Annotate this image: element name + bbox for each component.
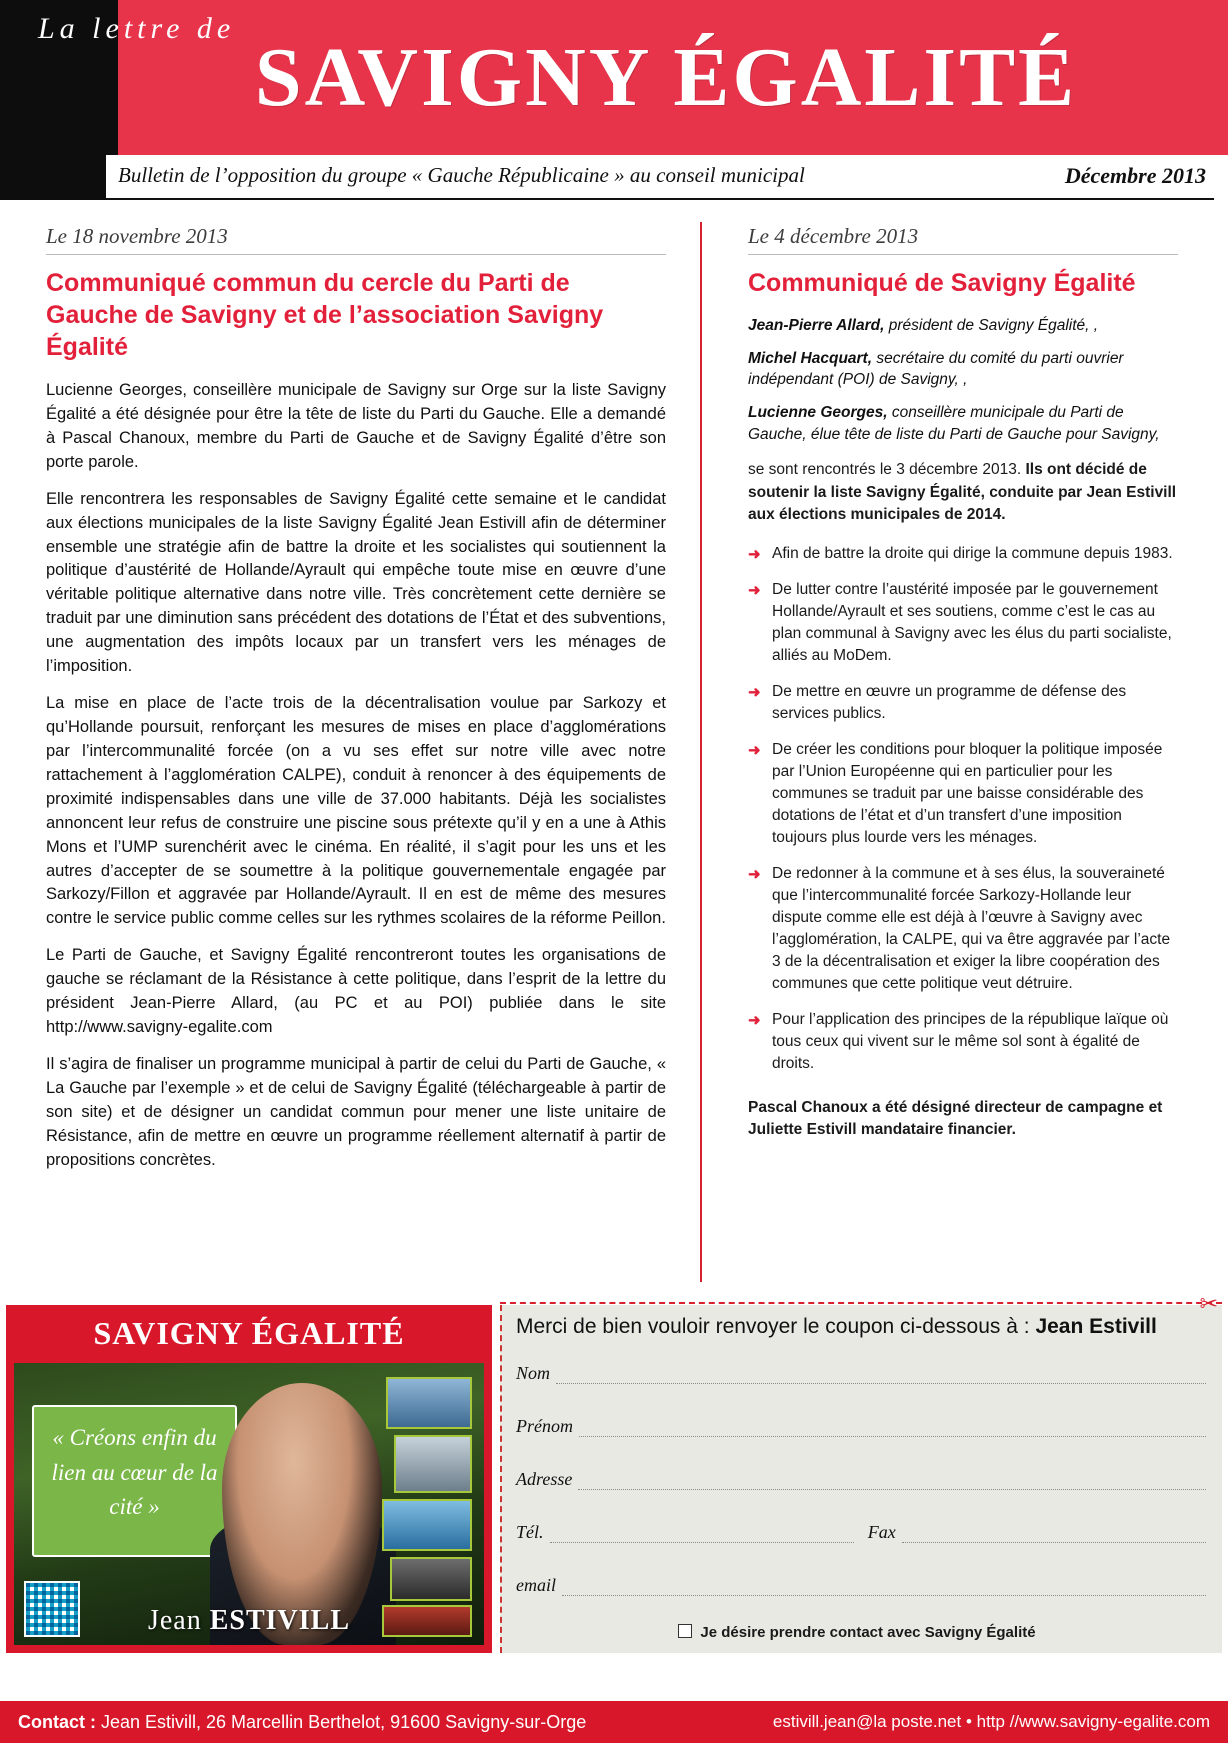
field-tel-fax[interactable] (516, 1522, 1206, 1543)
field-fax-label: Fax (867, 1522, 896, 1542)
footer-contact (18, 1712, 586, 1733)
field-email[interactable] (516, 1575, 1206, 1596)
collage-tile (386, 1377, 472, 1429)
field-tel-label: Tél. (516, 1522, 544, 1542)
collage-tile (394, 1435, 472, 1493)
candidate-name (14, 1605, 484, 1637)
coupon-instruction-text: Merci de bien vouloir renvoyer le coupon ci-dessous à : (516, 1315, 1036, 1338)
right-lede (748, 459, 1178, 526)
masthead-kicker: La lettre de (38, 12, 236, 45)
reply-coupon (500, 1291, 1222, 1653)
arrow-icon: ➜ (748, 545, 761, 563)
list-item (748, 543, 1178, 565)
signatory-2-name: Michel Hacquart, (748, 349, 873, 367)
field-nom[interactable] (516, 1363, 1206, 1384)
left-dateline: Le 18 novembre 2013 (46, 224, 666, 255)
left-paragraph-2: Elle rencontrera les responsables de Savigny Égalité cette semaine et le candidat aux élections municipales de la liste Savigny Égalité Jean Estivill afin de déterminer ensemble une stratégie afin de battre la droite et les socialistes qui soutiennent la politique d’austérité de Hollande/Ayrault qui empêche toute mise en œuvre d’une véritable politique alternative dans notre ville. Très concrètement cette dernière se traduit par une diminution sans précédent des dotations de l’État et des subventions, une augmentation des impôts locaux par un transfert vers les ménages de l’imposition. (46, 489, 666, 676)
bullet-text-5: De redonner à la commune et à ses élus, la souveraineté que l’intercommunalité forcée Sarkozy-Hollande leur dispute comme elle est déjà à l’œuvre à Savigny avec l’agglomération, la CALPE, qui va être aggravée par l’acte 3 de la décentralisation et exiger la libre coopération des communes que cette politique veut détruire. (772, 864, 1171, 992)
arrow-icon: ➜ (748, 1011, 761, 1029)
scissors-icon: ✂ (1199, 1291, 1218, 1316)
lede-bold: Ils ont décidé de soutenir la liste Savigny Égalité, conduite par Jean Estivill aux élections municipales de 2014. (748, 461, 1177, 524)
coupon-instruction (516, 1315, 1208, 1339)
footer-email-website[interactable]: estivill.jean@la poste.net • http //www.savigny-egalite.com (772, 1712, 1210, 1731)
left-column (46, 224, 666, 1186)
field-prenom[interactable] (516, 1416, 1206, 1437)
footer-contact-label: Contact : (18, 1711, 96, 1732)
field-prenom-label: Prénom (516, 1416, 573, 1436)
masthead-subtitle-bar (0, 155, 1228, 200)
field-adresse-label: Adresse (516, 1469, 573, 1489)
left-paragraph-4: Le Parti de Gauche, et Savigny Égalité rencontreront toutes les organisations de gauche se réclamant de la Résistance à cette politique, dans l’esprit de la lettre du président Jean-Pierre Allard, (au PC et au POI) publiée dans le site http://www.savigny-egalite.com (46, 946, 666, 1037)
article-area (0, 200, 1228, 1305)
photo-collage (380, 1371, 476, 1637)
contact-checkbox[interactable] (678, 1624, 692, 1638)
field-prenom-input[interactable] (579, 1422, 1206, 1437)
list-item (748, 863, 1178, 995)
field-email-input[interactable] (562, 1581, 1206, 1596)
signatory-3-name: Lucienne Georges, (748, 404, 888, 422)
left-paragraph-5: Il s’agira de finaliser un programme municipal à partir de celui du Parti de Gauche, « La Gauche par l’exemple » et de celui de Savigny Égalité (téléchargeable à partir de son site) et de désigner un candidat commun pour mener une liste unitaire de Résistance, afin de mettre en œuvre un programme réellement alternatif à partir de propositions concrètes. (46, 1054, 666, 1169)
publication-title: SAVIGNY ÉGALITÉ (254, 31, 1078, 124)
collage-tile (390, 1557, 472, 1601)
signatory-1-role: président de Savigny Égalité, , (888, 317, 1099, 334)
promo-photo (14, 1363, 484, 1645)
arrow-icon: ➜ (748, 741, 761, 759)
list-item (748, 579, 1178, 667)
promo-quote: « Créons enfin du lien au cœur de la cité » (32, 1405, 237, 1557)
left-paragraph-3: La mise en place de l’acte trois de la décentralisation voulue par Sarkozy et qu’Hollande poursuit, renforçant les mesures de mises en place d’agglomérations par l’intercommunalité forcée (on a vu ses effet sur notre ville avec notre rattachement à l’agglomération CALPE), conduit à renoncer à des équipements de proximité indispensables dans une ville de 37.000 habitants. Déjà les socialistes annoncent leur refus de construire une piscine sous prétexte qu’il y en a une à Athis Mons et l’UMP surenchérit avec le cinéma. En réalité, il s’agit pour les uns et les autres d’accepter de se soumettre à la politique gouvernementale engagée par Sarkozy/Fillon et aggravée par Hollande/Ayrault. Il en est de même des mesures contre le service public comme celles sur les rythmes scolaires de la réforme Peillon. (46, 694, 666, 928)
footer-contact-value: Jean Estivill, 26 Marcellin Berthelot, 91600 Savigny-sur-Orge (96, 1711, 587, 1732)
bottom-panel (0, 1291, 1228, 1695)
field-nom-input[interactable] (556, 1369, 1206, 1384)
bullet-text-6: Pour l’application des principes de la république laïque où tous ceux qui vivent sur le même sol sont à égalité de droits. (772, 1010, 1169, 1072)
publication-subtitle: Bulletin de l’opposition du groupe « Gauche Républicaine » au conseil municipal (118, 163, 805, 187)
contact-checkbox-row[interactable] (502, 1624, 1212, 1641)
right-headline: Communiqué de Savigny Égalité (748, 269, 1136, 297)
promo-block (6, 1305, 492, 1653)
list-item (748, 681, 1178, 725)
signatory-1-name: Jean-Pierre Allard, (748, 317, 885, 334)
lede-normal: se sont rencontrés le 3 décembre 2013. (748, 461, 1026, 479)
cut-line (500, 1302, 1222, 1304)
list-item (748, 739, 1178, 849)
field-nom-label: Nom (516, 1363, 551, 1383)
bullet-list (748, 543, 1178, 1075)
collage-tile (382, 1499, 472, 1551)
right-dateline: Le 4 décembre 2013 (748, 224, 1178, 255)
bullet-text-3: De mettre en œuvre un programme de défense des services publics. (772, 682, 1127, 722)
arrow-icon: ➜ (748, 683, 761, 701)
promo-title: SAVIGNY ÉGALITÉ (93, 1315, 405, 1351)
signatory-2 (748, 348, 1178, 391)
right-closing: Pascal Chanoux a été désigné directeur de campagne et Juliette Estivill mandataire financier. (748, 1098, 1163, 1139)
contact-checkbox-label: Je désire prendre contact avec Savigny Égalité (700, 1624, 1036, 1641)
issue-date: Décembre 2013 (1064, 163, 1206, 188)
signatory-3 (748, 402, 1178, 445)
arrow-icon: ➜ (748, 865, 761, 883)
right-column (748, 224, 1178, 1157)
arrow-icon: ➜ (748, 581, 761, 599)
bullet-text-1: Afin de battre la droite qui dirige la commune depuis 1983. (772, 544, 1173, 562)
field-adresse[interactable] (516, 1469, 1206, 1490)
candidate-lastname: ESTIVILL (209, 1605, 351, 1636)
list-item (748, 1009, 1178, 1075)
signatory-3-role: conseillère municipale du Parti de Gauche, élue tête de liste du Parti de Gauche pour Savigny, (748, 404, 1160, 443)
left-headline: Communiqué commun du cercle du Parti de Gauche de Savigny et de l’association Savigny Égalité (46, 269, 604, 361)
left-paragraph-1: Lucienne Georges, conseillère municipale de Savigny sur Orge sur la liste Savigny Égalité a été désignée pour être la tête de liste du Parti du Gauche. Elle a demandé à Pascal Chanoux, membre du Parti de Gauche et de Savigny Égalité d’être son porte parole. (46, 381, 666, 471)
candidate-firstname: Jean (147, 1605, 210, 1636)
masthead-black-block (0, 155, 106, 200)
field-adresse-input[interactable] (578, 1475, 1206, 1490)
field-tel-input[interactable] (550, 1528, 854, 1543)
signatory-2-role: secrétaire du comité du parti ouvrier indépendant (POI) de Savigny, , (748, 349, 1124, 389)
signatory-1 (748, 315, 1178, 337)
footer-bar (0, 1701, 1228, 1743)
field-email-label: email (516, 1575, 556, 1595)
bullet-text-2: De lutter contre l’austérité imposée par le gouvernement Hollande/Ayrault et ses soutiens, comme c’est le cas au plan communal à Savigny avec les élus du parti socialiste, alliés au MoDem. (772, 580, 1172, 664)
coupon-recipient: Jean Estivill (1035, 1315, 1157, 1338)
field-fax-input[interactable] (902, 1528, 1206, 1543)
column-divider (700, 222, 702, 1282)
coupon-fields (516, 1363, 1206, 1628)
bullet-text-4: De créer les conditions pour bloquer la politique imposée par l’Union Européenne qui en particulier pour les communes se traduit par une baisse considérable des dotations de l’état et d’un transfert d’une imposition toujours plus lourde vers les ménages. (772, 740, 1163, 846)
